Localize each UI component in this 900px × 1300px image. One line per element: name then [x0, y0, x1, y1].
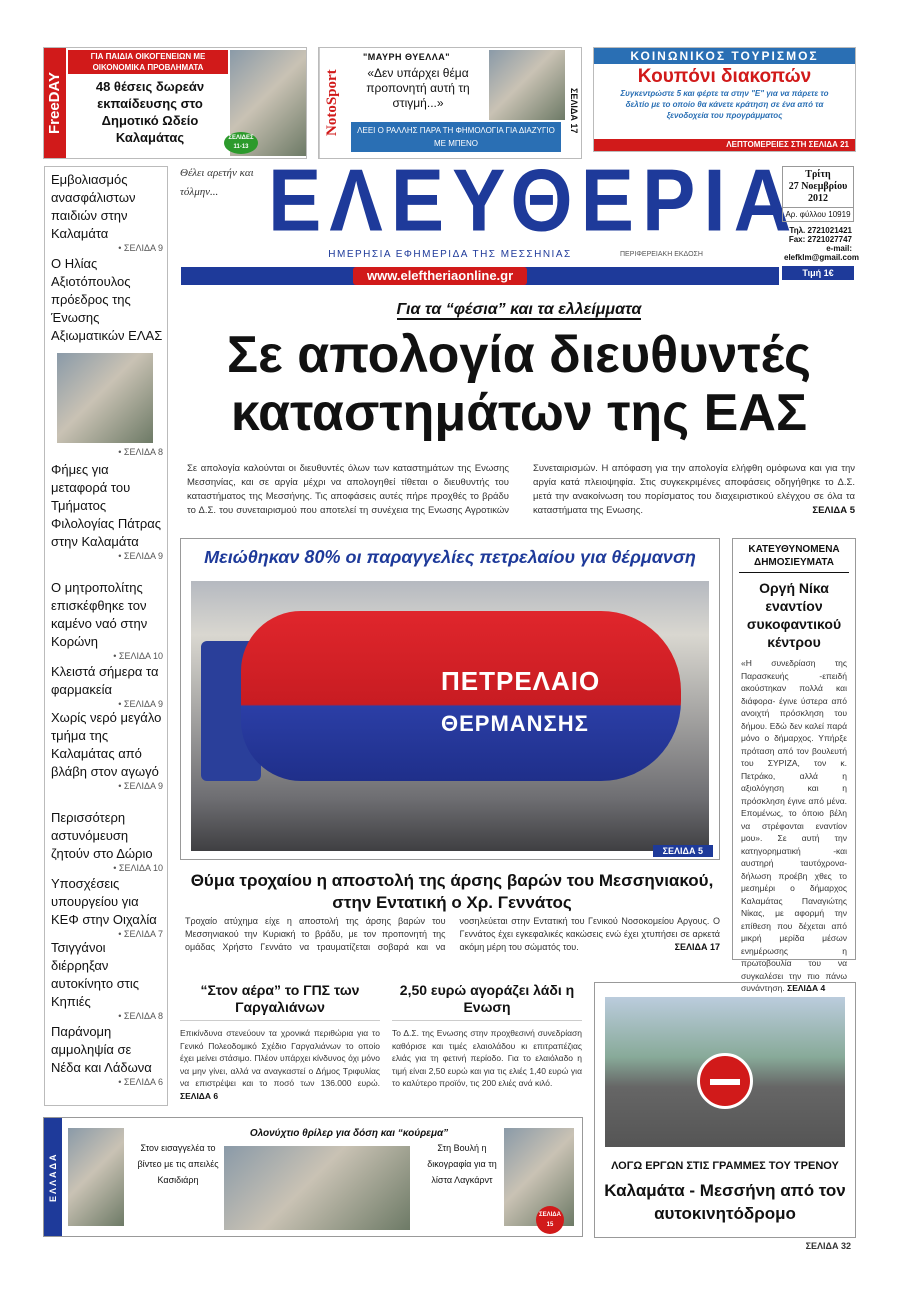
road-kicker: ΛΟΓΩ ΕΡΓΩΝ ΣΤΙΣ ΓΡΑΜΜΕΣ ΤΟΥ ΤΡΕΝΟΥ: [611, 1160, 839, 1172]
issue-info: [782, 166, 859, 280]
road-photo: [605, 997, 845, 1147]
left-item-title: Ο Ηλίας Αξιοτόπουλος πρόεδρος της Ένωσης Αξιωματικών ΕΛΑΣ: [51, 256, 163, 343]
left-item[interactable]: [51, 663, 163, 710]
notosport-quote: «Δεν υπάρχει θέμα προπονητή αυτή τη στιγμή...»: [366, 66, 470, 110]
accident-headline[interactable]: Θύμα τροχαίου η αποστολή της άρσης βαρών του Μεσσηνιακού, στην Εντατική ο Χρ. Γεννάτος: [190, 871, 714, 912]
main-lead: [187, 462, 855, 518]
accident-page: ΣΕΛΙΔΑ 17: [674, 942, 720, 952]
newspaper-logo: ΕΛΕΥΘΕΡΙΑ: [268, 151, 800, 250]
email[interactable]: elefklm@gmail.com: [784, 253, 859, 262]
truck-word-2: ΘΕΡΜΑΝΣΗΣ: [441, 711, 589, 736]
oil-page: ΣΕΛΙΔΑ 5: [653, 845, 713, 857]
left-item[interactable]: [51, 1023, 163, 1088]
left-item-title: Ο μητροπολίτης επισκέφθηκε τον καμένο ναό στην Κορώνη: [51, 580, 148, 649]
editorial-body: [733, 657, 855, 995]
freeday-page-badge: ΣΕΛΙΔΕΣ 11-13: [224, 132, 258, 154]
fax: Fax: 2721027747: [788, 235, 852, 244]
left-item-page: • ΣΕΛΙΔΑ 9: [118, 243, 163, 253]
greece-mid-headline[interactable]: Ολονύχτιο θρίλερ για δόση και “κούρεμα”: [249, 1128, 449, 1139]
left-item-page: • ΣΕΛΙΔΑ 6: [118, 1077, 163, 1087]
website-link[interactable]: www.eleftheriaonline.gr: [353, 267, 527, 285]
left-item-page: • ΣΕΛΙΔΑ 10: [113, 863, 163, 873]
left-item-title: Παράνομη αμμοληψία σε Νέδα και Λάδωνα: [51, 1024, 152, 1075]
gps-headline: “Στον αέρα” το ΓΠΣ των Γαργαλιάνων: [180, 982, 380, 1021]
editorial-page: ΣΕΛΙΔΑ 4: [787, 983, 826, 993]
url-bar: [181, 267, 779, 285]
no-entry-sign-icon: [697, 1053, 753, 1109]
olive-headline: 2,50 ευρώ αγοράζει λάδι η Ενωση: [392, 982, 582, 1021]
freeday-red-bar: ΓΙΑ ΠΑΙΔΙΑ ΟΙΚΟΓΕΝΕΙΩΝ ΜΕ ΟΙΚΟΝΟΜΙΚΑ ΠΡΟΒΛΗΜΑΤΑ: [68, 50, 228, 74]
left-item-title: Φήμες για μεταφορά του Τμήματος Φιλολογίας Πάτρας στην Καλαμάτα: [51, 462, 162, 549]
greece-caption-2[interactable]: Στη Βουλή η δικογραφία για τη λίστα Λαγκάρντ: [427, 1143, 497, 1185]
road-page: ΣΕΛΙΔΑ 32: [805, 1241, 851, 1251]
olive-body: Το Δ.Σ. της Ενωσης στην προχθεσινή συνεδρίαση καθόρισε και τιμές ελαιολάδου κι επιτραπέζιας ελιάς για τη φετινή περίοδο. Για το ελαιόλαδο η τιμή είναι 2,50 ευρώ και για τις ελιές 1,40 ευρώ για το καλύτερο προϊόν, τις 200 ελιές ανά κιλό.: [392, 1028, 582, 1088]
main-lead-page: ΣΕΛΙΔΑ 5: [812, 505, 855, 516]
notosport-label: "ΜΑΥΡΗ ΘΥΕΛΛΑ": [363, 52, 450, 62]
issue-day-month: 27 Νοεμβρίου: [788, 181, 848, 192]
editorial-kicker: ΚΑΤΕΥΘΥΝΟΜΕΝΑ ΔΗΜΟΣΙΕΥΜΑΤΑ: [739, 543, 849, 573]
left-item[interactable]: [51, 875, 163, 940]
oil-story[interactable]: [180, 538, 720, 860]
left-item-title: Περισσότερη αστυνόμευση ζητούν στο Δώριο: [51, 810, 153, 861]
kasidiaris-photo: [68, 1128, 124, 1226]
main-kicker-text: Για τα “φέσια” και τα ελλείμματα: [396, 301, 642, 318]
issue-day: Τρίτη: [805, 169, 831, 180]
left-item-page: • ΣΕΛΙΔΑ 8: [118, 447, 163, 457]
gps-text: Επικίνδυνα στενεύουν τα χρονικά περιθώρια για το Γενικό Πολεοδομικό Σχέδιο Γαργαλιάνων το οποίο έχει μείνει στάσιμο. Πλέον υπάρχει κίνδυνος όχι μόνο να μην γίνει, αλλά να αναγκαστεί ο Δήμος Τριφυλίας να επιστρέψει και το ποσό των 136.000 ευρώ.: [180, 1028, 380, 1088]
regional-edition: ΠΕΡΙΦΕΡΕΙΑΚΗ ΕΚΔΟΣΗ: [620, 251, 703, 258]
left-item-page: • ΣΕΛΙΔΑ 8: [118, 1011, 163, 1021]
left-item-page: • ΣΕΛΙΔΑ 7: [118, 929, 163, 939]
main-lead-text: Σε απολογία καλούνται οι διευθυντές όλων των καταστημάτων της Ενωσης Μεσσηνίας, και σε αργία μέχρι να απολογηθεί τίθεται ο διευθυντής του καταστήματος της Μεσσήνης. Τις αποφάσεις αυτές πήρε προχθές το βράδυ το Δ.Σ. του συνεταιρισμού που αποτελεί τη συνέχεια της Ενωσης Αγροτικών Συνεταιρισμών. Η απόφαση για την απολογία ελήφθη ομόφωνα και για την αργία κατά πλειοψηφία. Στις συγκεκριμένες αποφάσεις οδηγήθηκε το Δ.Σ. μετά την ανακοίνωση του πορίσματος του διαχειριστικού ελέγχου σε όλα τα καταστήματα της Ενωσης.: [187, 463, 855, 516]
editorial-text: «Η συνεδρίαση της Παρασκευής -επειδή ακούστηκαν πολλά και διάφορα- έγινε ύστερα από ανοιχτή πρόσκληση του δήμου. Εδώ δεν καλεί παρά μόνο ο δήμαρχος. Υπήρξε πρόταση από τον βουλευτή του ΣΥΡΙΖΑ, τον κ. Πετράκο, αλλά η αξιολόγηση και η πρόσκληση έγινε από μένα. Επομένως, το όποιο βέλη να στρέφονται εναντίον μου». Σε αυτή την κατηγορηματική -και αυστηρή ταυτόχρονα- δήλωση προέβη χθες το μεσημέρι ο δήμαρχος Καλαμάτας Παναγιώτης Νίκας, με αφορμή την επίθεση που δέχεται από μικρή μερίδα μέσων ενημέρωσης η πρωτοβουλία του να συγκαλέσει την πιο πάνω συνάντηση.: [741, 658, 847, 993]
left-item-title: Τσιγγάνοι διέρρηξαν αυτοκίνητο στις Κηπιές: [51, 940, 140, 1009]
left-item-title: Εμβολιασμός ανασφάλιστων παιδιών στην Καλαμάτα: [51, 172, 136, 241]
olive-story[interactable]: [392, 982, 582, 1090]
social-tourism-banner[interactable]: [593, 47, 856, 152]
notosport-banner[interactable]: [318, 47, 582, 159]
issue-date: [782, 166, 854, 208]
tourism-title: Κουπόνι διακοπών: [637, 66, 812, 87]
email-label: e-mail:: [826, 244, 852, 253]
left-item[interactable]: [51, 709, 163, 792]
main-headline[interactable]: Σε απολογία διευθυντές καταστημάτων της ΕΑΣ: [226, 326, 812, 442]
left-item-page: • ΣΕΛΙΔΑ 10: [113, 651, 163, 661]
price: Τιμή 1€: [782, 266, 854, 280]
left-item[interactable]: [51, 579, 163, 662]
issue-year: 2012: [808, 193, 828, 204]
main-kicker: [186, 301, 852, 319]
left-item-page: • ΣΕΛΙΔΑ 9: [118, 781, 163, 791]
notosport-page: ΣΕΛΙΔΑ 17: [569, 88, 579, 134]
left-item-page: • ΣΕΛΙΔΑ 9: [118, 699, 163, 709]
left-item[interactable]: [51, 255, 163, 458]
issue-number: Αρ. φύλλου 10919: [782, 208, 854, 222]
notosport-tag: NotoSport: [319, 48, 343, 158]
accident-body: [185, 915, 720, 954]
tagline: ΗΜΕΡΗΣΙΑ ΕΦΗΜΕΡΙΔΑ ΤΗΣ ΜΕΣΣΗΝΙΑΣ: [328, 249, 572, 260]
tourism-text: Συγκεντρώστε 5 και φέρτε τα στην "Ε" για να πάρετε το δελτίο με το οποίο θα κάνετε κράτηση σε ένα από τα ξενοδοχεία του προγράμματος: [620, 89, 829, 120]
left-column: [44, 166, 168, 1106]
editorial-title: Οργή Νίκα εναντίον συκοφαντικού κέντρου: [746, 580, 842, 650]
left-item[interactable]: [51, 461, 163, 562]
tourism-top: ΚΟΙΝΩΝΙΚΟΣ ΤΟΥΡΙΣΜΟΣ: [594, 48, 855, 64]
tourism-bottom: ΛΕΠΤΟΜΕΡΕΙΕΣ ΣΤΗ ΣΕΛΙΔΑ 21: [594, 139, 855, 151]
greece-caption-1[interactable]: Στον εισαγγελέα το βίντεο με τις απειλές Κασιδιάρη: [137, 1143, 219, 1185]
rallis-photo: [489, 50, 565, 120]
contact-info: [782, 222, 859, 266]
truck-word-1: ΠΕΤΡΕΛΑΙΟ: [441, 666, 601, 696]
gps-story[interactable]: [180, 982, 380, 1102]
heating-oil-truck-photo: [191, 581, 709, 851]
road-story[interactable]: [594, 982, 856, 1251]
left-item-page: • ΣΕΛΙΔΑ 9: [118, 551, 163, 561]
editorial-box[interactable]: [732, 538, 856, 993]
left-item[interactable]: [51, 171, 163, 254]
left-item[interactable]: [51, 809, 163, 874]
greece-strip: [43, 1117, 583, 1237]
gps-page: ΣΕΛΙΔΑ 6: [180, 1090, 219, 1101]
accident-text: Τροχαίο ατύχημα είχε η αποστολή της άρσης βαρών του Μεσσηνιακού την Κυριακή το βράδυ, με τον προπονητή της ομάδας Χρήστο Γεννάτο να τραυματίζεται σοβαρά και να νοσηλεύεται στην Εντατική του Γενικού Νοσοκομείου Αργους. Ο Γεννάτος έχει εγκεφαλικές κακώσεις ενώ έχει χτυπήσει σε αρκετά ακόμη μέρη του σώματός του.: [185, 916, 720, 952]
left-item-title: Κλειστά σήμερα τα φαρμακεία: [51, 664, 159, 697]
gps-body: [180, 1027, 380, 1102]
oil-headline: Μειώθηκαν 80% οι παραγγελίες πετρελαίου για θέρμανση: [204, 547, 696, 567]
greece-page-badge: ΣΕΛΙΔΑ 15: [536, 1206, 564, 1234]
left-item-title: Υποσχέσεις υπουργείου για ΚΕΦ στην Οιχαλία: [51, 876, 157, 927]
phone: Τηλ. 2721021421: [789, 226, 852, 235]
freeday-tag: FreeDAY: [44, 48, 66, 158]
motto: Θέλει αρετήν και τόλμην...: [180, 167, 254, 198]
oil-tank: [241, 611, 681, 781]
greece-tag: ΕΛΛΑΔΑ: [44, 1118, 62, 1236]
axiotopoulos-photo: [57, 353, 153, 443]
eurogroup-photo: [224, 1146, 410, 1230]
freeday-banner[interactable]: [43, 47, 307, 159]
freeday-text: 48 θέσεις δωρεάν εκπαίδευσης στο Δημοτικό Ωδείο Καλαμάτας: [95, 79, 205, 145]
road-title: Καλαμάτα - Μεσσήνη από τον αυτοκινητόδρομο: [604, 1181, 846, 1223]
left-item[interactable]: [51, 939, 163, 1022]
notosport-bar: ΛΕΕΙ Ο ΡΑΛΛΗΣ ΠΑΡΑ ΤΗ ΦΗΜΟΛΟΓΙΑ ΓΙΑ ΔΙΑΖΥΓΙΟ ΜΕ ΜΠΕΝΟ: [351, 122, 561, 152]
left-item-title: Χωρίς νερό μεγάλο τμήμα της Καλαμάτας από βλάβη στον αγωγό: [51, 710, 162, 779]
